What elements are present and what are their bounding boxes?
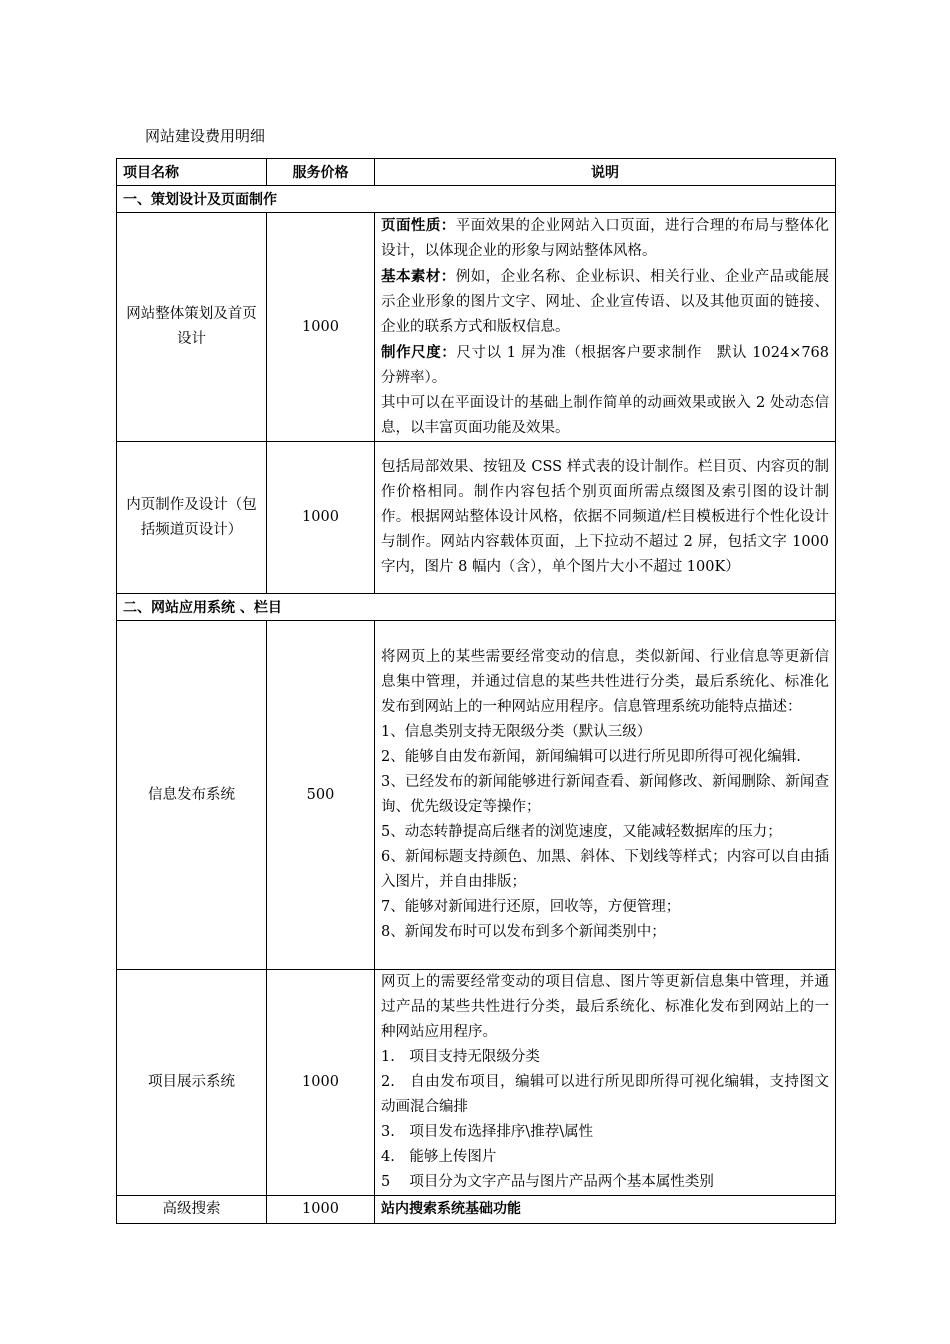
item-name: 网站整体策划及首页设计 bbox=[117, 213, 267, 442]
item-description bbox=[375, 621, 836, 970]
desc-paragraph: 制作尺度：尺寸以 1 屏为准（根据客户要求制作 默认 1024×768 分辨率）。 bbox=[381, 344, 830, 386]
item-description bbox=[375, 442, 836, 594]
desc-paragraph: 3、已经发布的新闻能够进行新闻查看、新闻修改、新闻删除、新闻查询、优先级设定等操作； bbox=[381, 774, 829, 815]
item-name: 信息发布系统 bbox=[117, 621, 267, 970]
desc-paragraph: 页面性质：平面效果的企业网站入口页面，进行合理的布局与整体化设计，以体现企业的形象与网站整体风格。 bbox=[381, 217, 830, 259]
table-row bbox=[117, 213, 836, 442]
document-title: 网站建设费用明细 bbox=[145, 127, 266, 145]
table-row bbox=[117, 970, 836, 1196]
desc-paragraph: 网页上的需要经常变动的项目信息、图片等更新信息集中管理，并通过产品的某些共性进行分类，最后系统化、标准化发布到网站上的一种网站应用程序。 bbox=[381, 974, 829, 1040]
item-name: 内页制作及设计（包括频道页设计） bbox=[117, 442, 267, 594]
fee-table bbox=[116, 158, 836, 1224]
desc-paragraph: 2、能够自由发布新闻，新闻编辑可以进行所见即所得可视化编辑. bbox=[381, 749, 801, 765]
table-header-row bbox=[117, 159, 836, 186]
item-price: 1000 bbox=[267, 442, 375, 594]
item-name: 高级搜索 bbox=[117, 1196, 267, 1224]
section-row bbox=[117, 594, 836, 621]
desc-paragraph: 3. 项目发布选择排序\推荐\属性 bbox=[381, 1124, 594, 1140]
item-price: 1000 bbox=[267, 970, 375, 1196]
desc-paragraph: 将网页上的某些需要经常变动的信息，类似新闻、行业信息等更新信息集中管理，并通过信息的某些共性进行分类，最后系统化、标准化发布到网站上的一种网站应用程序。信息管理系统功能特点描述： bbox=[381, 649, 829, 715]
desc-paragraph: 包括局部效果、按钮及 CSS 样式表的设计制作。栏目页、内容页的制作价格相同。制作内容包括个别页面所需点缀图及索引图的设计制作。根据网站整体设计风格，依据不同频道/栏目模板进行个性化设计与制作。网站内容载体页面，上下拉动不超过 2 屏，包括文字 1000 字内，图片 8 幅内（含），单个图片大小不超过 100K） bbox=[381, 459, 829, 575]
desc-paragraph: 1. 项目支持无限级分类 bbox=[381, 1049, 540, 1065]
desc-paragraph: 8、新闻发布时可以发布到多个新闻类别中； bbox=[381, 924, 666, 940]
header-price: 服务价格 bbox=[267, 159, 375, 186]
desc-paragraph: 6、新闻标题支持颜色、加黑、斜体、下划线等样式；内容可以自由插入图片，并自由排版； bbox=[381, 849, 829, 890]
table-row bbox=[117, 621, 836, 970]
item-description bbox=[375, 1196, 836, 1224]
item-price: 500 bbox=[267, 621, 375, 970]
item-price: 1000 bbox=[267, 213, 375, 442]
desc-paragraph: 5、动态转静提高后继者的浏览速度，又能减轻数据库的压力； bbox=[381, 824, 782, 840]
desc-paragraph: 7、能够对新闻进行还原，回收等，方便管理； bbox=[381, 899, 681, 915]
desc-paragraph: 基本素材：例如，企业名称、企业标识、相关行业、企业产品或能展示企业形象的图片文字、网址、企业宣传语、以及其他页面的链接、企业的联系方式和版权信息。 bbox=[381, 268, 830, 335]
section-row bbox=[117, 186, 836, 213]
item-description bbox=[375, 213, 836, 442]
item-name: 项目展示系统 bbox=[117, 970, 267, 1196]
desc-paragraph: 其中可以在平面设计的基础上制作简单的动画效果或嵌入 2 处动态信息，以丰富页面功能及效果。 bbox=[381, 395, 829, 436]
table-row bbox=[117, 1196, 836, 1224]
section-title: 二、网站应用系统 、栏目 bbox=[117, 594, 836, 621]
desc-paragraph: 4. 能够上传图片 bbox=[381, 1149, 497, 1165]
desc-paragraph: 5 项目分为文字产品与图片产品两个基本属性类别 bbox=[381, 1174, 714, 1190]
section-title: 一、策划设计及页面制作 bbox=[117, 186, 836, 213]
header-item-name: 项目名称 bbox=[117, 159, 267, 186]
desc-paragraph: 1、信息类别支持无限级分类（默认三级） bbox=[381, 724, 652, 740]
item-price: 1000 bbox=[267, 1196, 375, 1224]
table-row bbox=[117, 442, 836, 594]
desc-paragraph: 2. 自由发布项目，编辑可以进行所见即所得可视化编辑，支持图文动画混合编排 bbox=[381, 1074, 829, 1115]
header-description: 说明 bbox=[375, 159, 836, 186]
item-description bbox=[375, 970, 836, 1196]
desc-paragraph: 站内搜索系统基础功能 bbox=[381, 1201, 521, 1217]
